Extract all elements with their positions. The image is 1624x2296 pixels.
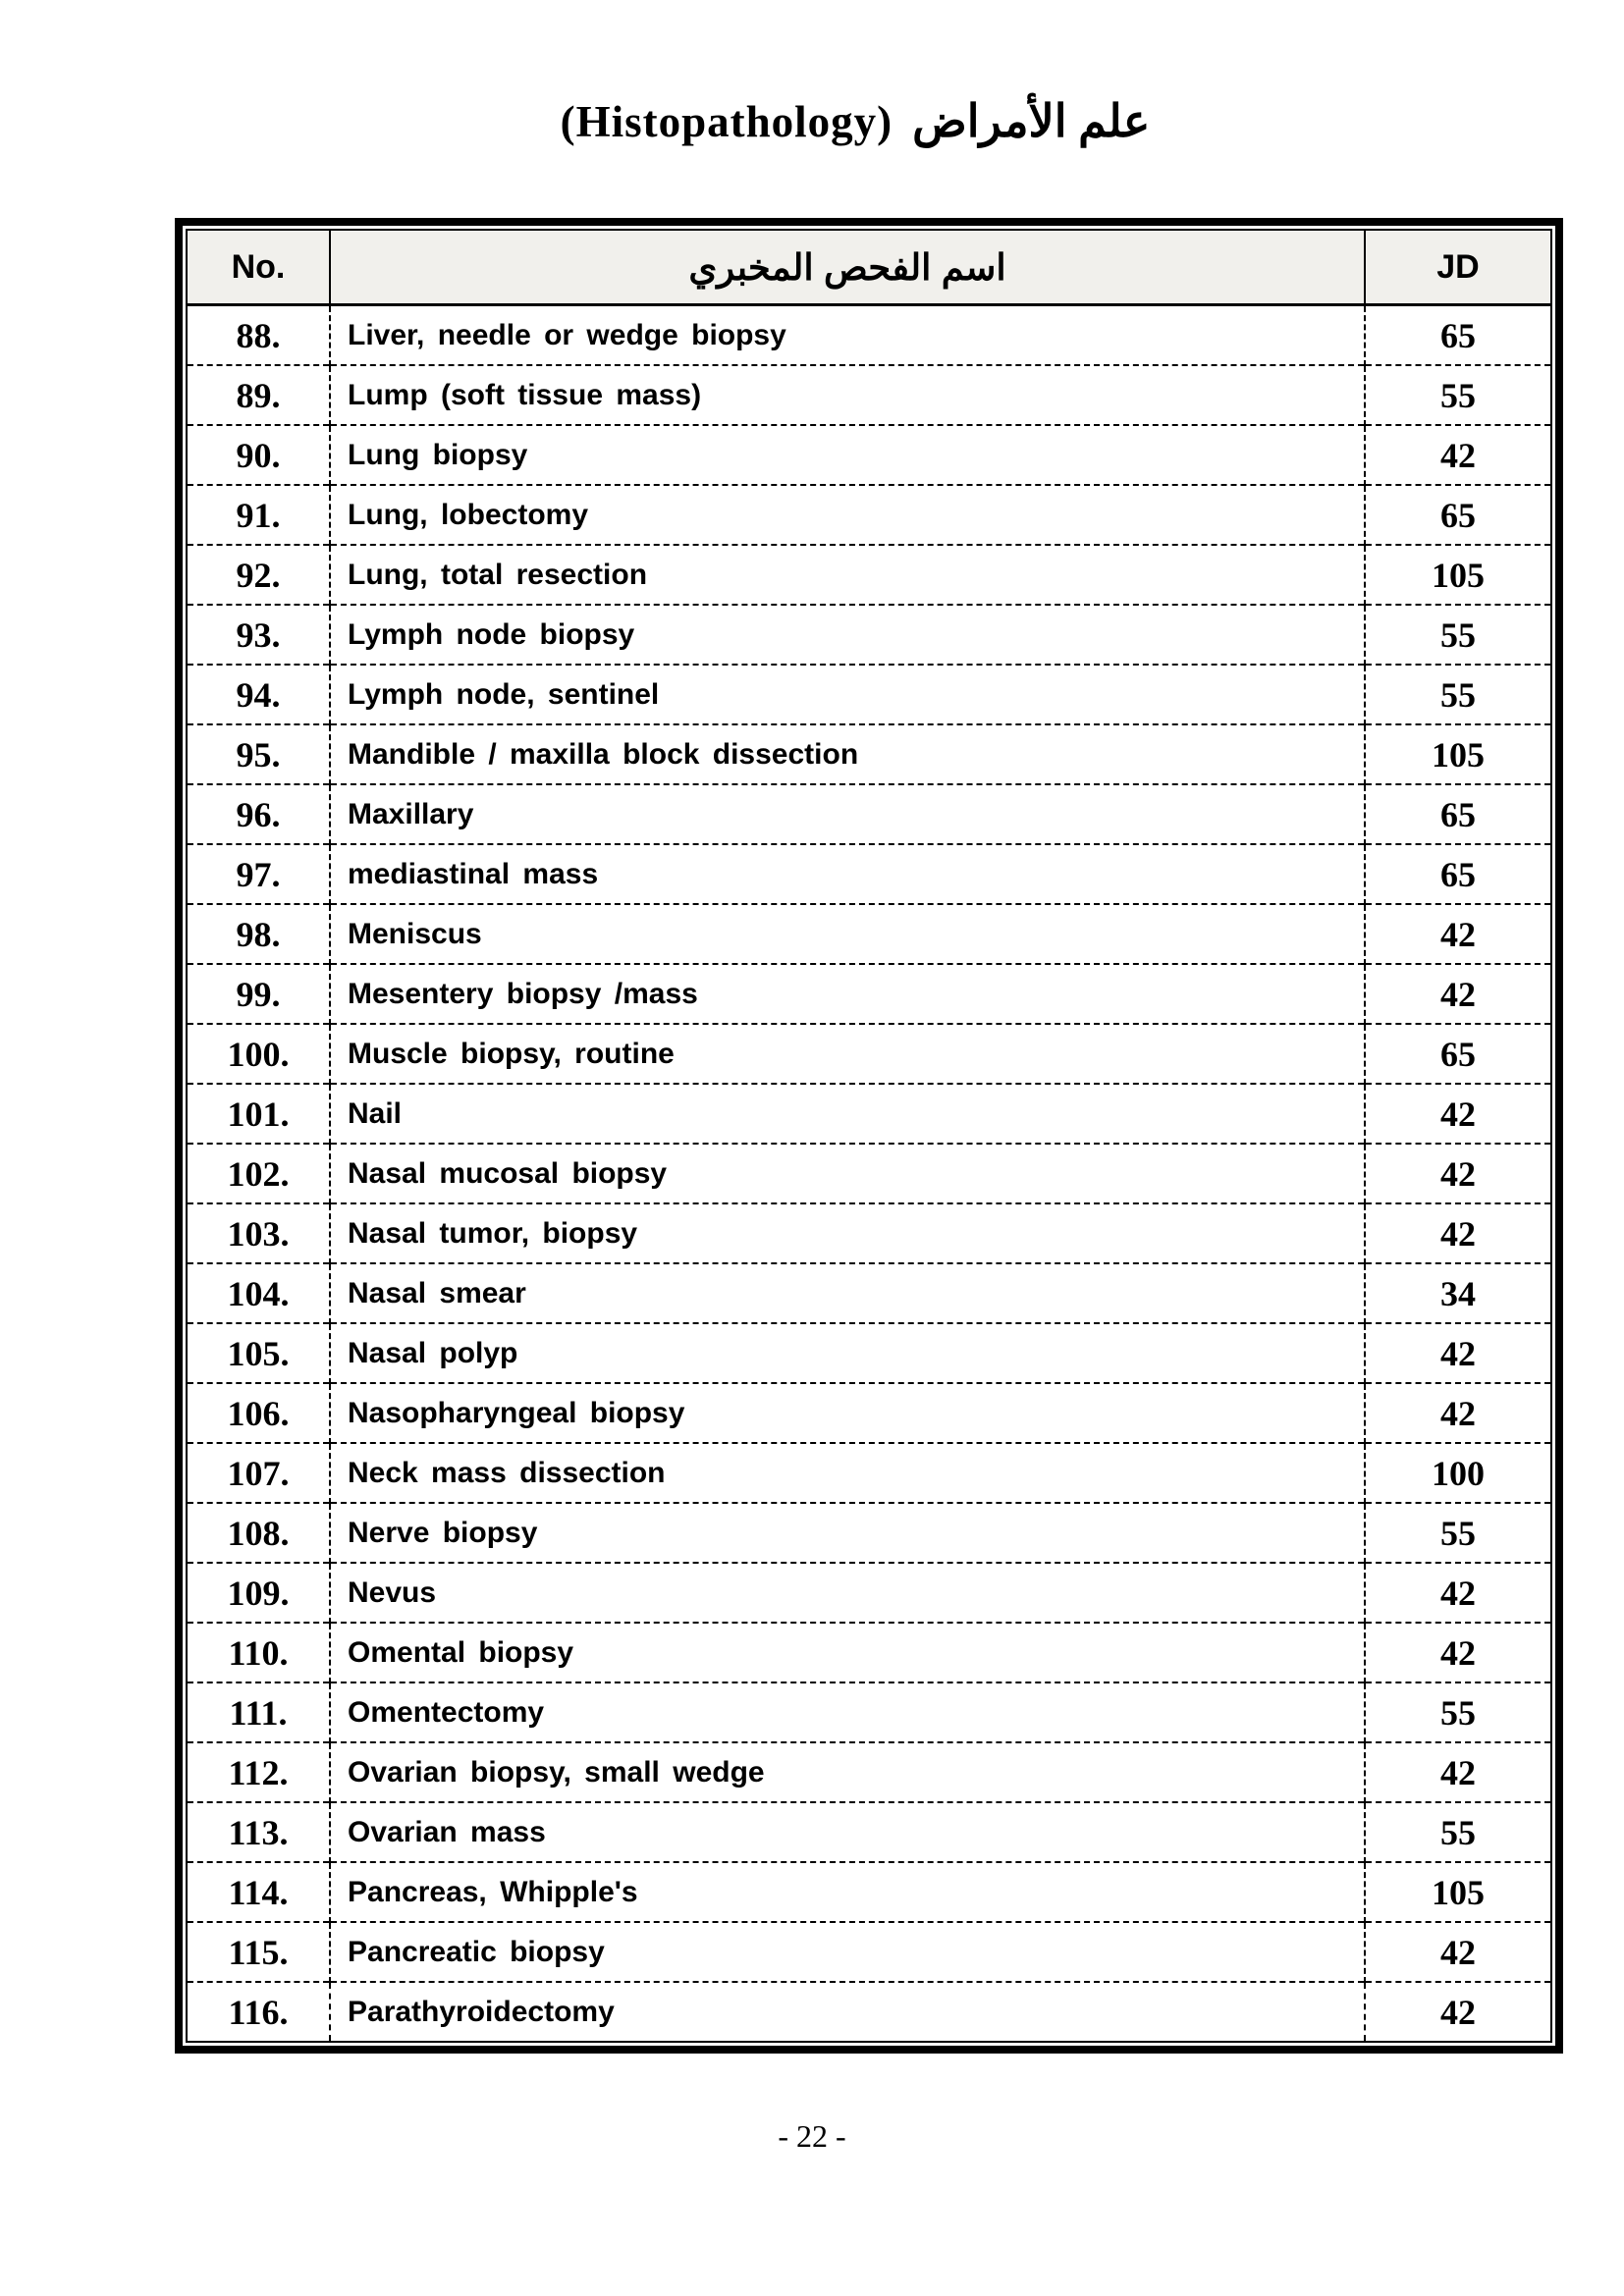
row-jd-cell: 55 bbox=[1365, 1503, 1551, 1563]
row-name-cell: Pancreatic biopsy bbox=[330, 1922, 1365, 1982]
table-row bbox=[187, 724, 1551, 784]
row-no-cell: 95. bbox=[187, 724, 330, 784]
table-row bbox=[187, 545, 1551, 605]
row-jd-cell: 42 bbox=[1365, 964, 1551, 1024]
row-jd-cell: 65 bbox=[1365, 485, 1551, 545]
table-row bbox=[187, 1623, 1551, 1682]
table-row bbox=[187, 1563, 1551, 1623]
row-no-cell: 94. bbox=[187, 665, 330, 724]
row-name-cell: Parathyroidectomy bbox=[330, 1982, 1365, 2042]
page-number: - 22 - bbox=[778, 2118, 846, 2154]
table-row bbox=[187, 844, 1551, 904]
table-row bbox=[187, 305, 1551, 366]
table-row bbox=[187, 1443, 1551, 1503]
title-arabic: علم الأمراض bbox=[912, 96, 1151, 146]
row-name-cell: Lump (soft tissue mass) bbox=[330, 365, 1365, 425]
table-row bbox=[187, 1802, 1551, 1862]
row-no-cell: 93. bbox=[187, 605, 330, 665]
row-no-cell: 113. bbox=[187, 1802, 330, 1862]
table-row bbox=[187, 665, 1551, 724]
row-name-cell: Neck mass dissection bbox=[330, 1443, 1365, 1503]
row-no-cell: 103. bbox=[187, 1203, 330, 1263]
row-jd-cell: 42 bbox=[1365, 425, 1551, 485]
row-no-cell: 98. bbox=[187, 904, 330, 964]
row-no-cell: 99. bbox=[187, 964, 330, 1024]
row-jd-cell: 105 bbox=[1365, 1862, 1551, 1922]
row-no-cell: 106. bbox=[187, 1383, 330, 1443]
table-row bbox=[187, 1323, 1551, 1383]
row-name-cell: Nasal smear bbox=[330, 1263, 1365, 1323]
row-no-cell: 110. bbox=[187, 1623, 330, 1682]
table-row bbox=[187, 1084, 1551, 1144]
row-no-cell: 108. bbox=[187, 1503, 330, 1563]
row-name-cell: Lymph node biopsy bbox=[330, 605, 1365, 665]
table-row bbox=[187, 605, 1551, 665]
row-jd-cell: 55 bbox=[1365, 665, 1551, 724]
row-jd-cell: 65 bbox=[1365, 784, 1551, 844]
row-name-cell: Maxillary bbox=[330, 784, 1365, 844]
row-no-cell: 92. bbox=[187, 545, 330, 605]
row-name-cell: mediastinal mass bbox=[330, 844, 1365, 904]
row-name-cell: Pancreas, Whipple's bbox=[330, 1862, 1365, 1922]
row-no-cell: 116. bbox=[187, 1982, 330, 2042]
row-jd-cell: 42 bbox=[1365, 1922, 1551, 1982]
row-no-cell: 112. bbox=[187, 1742, 330, 1802]
row-name-cell: Liver, needle or wedge biopsy bbox=[330, 305, 1365, 366]
table-row bbox=[187, 1024, 1551, 1084]
table-row bbox=[187, 365, 1551, 425]
row-no-cell: 100. bbox=[187, 1024, 330, 1084]
table-row bbox=[187, 425, 1551, 485]
header-jd: JD bbox=[1365, 230, 1551, 305]
row-name-cell: Ovarian mass bbox=[330, 1802, 1365, 1862]
row-jd-cell: 55 bbox=[1365, 1682, 1551, 1742]
table-row bbox=[187, 1263, 1551, 1323]
row-name-cell: Nasopharyngeal biopsy bbox=[330, 1383, 1365, 1443]
table-row bbox=[187, 1503, 1551, 1563]
row-jd-cell: 42 bbox=[1365, 1623, 1551, 1682]
table-header-row bbox=[187, 230, 1551, 305]
row-jd-cell: 55 bbox=[1365, 605, 1551, 665]
price-table-frame bbox=[175, 218, 1563, 2054]
table-row bbox=[187, 1203, 1551, 1263]
row-jd-cell: 42 bbox=[1365, 1323, 1551, 1383]
row-name-cell: Nasal tumor, biopsy bbox=[330, 1203, 1365, 1263]
price-table-body bbox=[187, 305, 1551, 2043]
row-name-cell: Mandible / maxilla block dissection bbox=[330, 724, 1365, 784]
header-test-name: اسم الفحص المخبري bbox=[330, 230, 1365, 305]
row-name-cell: Lung, total resection bbox=[330, 545, 1365, 605]
row-jd-cell: 105 bbox=[1365, 724, 1551, 784]
table-row bbox=[187, 1144, 1551, 1203]
row-name-cell: Muscle biopsy, routine bbox=[330, 1024, 1365, 1084]
table-row bbox=[187, 1922, 1551, 1982]
row-jd-cell: 42 bbox=[1365, 1563, 1551, 1623]
row-jd-cell: 42 bbox=[1365, 1742, 1551, 1802]
row-jd-cell: 55 bbox=[1365, 1802, 1551, 1862]
row-name-cell: Omentectomy bbox=[330, 1682, 1365, 1742]
row-name-cell: Mesentery biopsy /mass bbox=[330, 964, 1365, 1024]
row-jd-cell: 42 bbox=[1365, 1203, 1551, 1263]
row-jd-cell: 65 bbox=[1365, 305, 1551, 366]
row-jd-cell: 42 bbox=[1365, 1982, 1551, 2042]
row-jd-cell: 65 bbox=[1365, 1024, 1551, 1084]
row-no-cell: 111. bbox=[187, 1682, 330, 1742]
row-no-cell: 104. bbox=[187, 1263, 330, 1323]
header-no: No. bbox=[187, 230, 330, 305]
row-jd-cell: 34 bbox=[1365, 1263, 1551, 1323]
table-row bbox=[187, 485, 1551, 545]
row-name-cell: Ovarian biopsy, small wedge bbox=[330, 1742, 1365, 1802]
row-name-cell: Lung biopsy bbox=[330, 425, 1365, 485]
row-name-cell: Meniscus bbox=[330, 904, 1365, 964]
row-jd-cell: 42 bbox=[1365, 1144, 1551, 1203]
page-title bbox=[43, 94, 1624, 147]
row-no-cell: 97. bbox=[187, 844, 330, 904]
price-table bbox=[186, 229, 1552, 2043]
title-english: (Histopathology) bbox=[560, 97, 893, 146]
row-jd-cell: 55 bbox=[1365, 365, 1551, 425]
row-name-cell: Omental biopsy bbox=[330, 1623, 1365, 1682]
row-name-cell: Nasal polyp bbox=[330, 1323, 1365, 1383]
row-jd-cell: 42 bbox=[1365, 904, 1551, 964]
table-row bbox=[187, 1982, 1551, 2042]
table-row bbox=[187, 784, 1551, 844]
table-row bbox=[187, 964, 1551, 1024]
row-no-cell: 101. bbox=[187, 1084, 330, 1144]
table-row bbox=[187, 1383, 1551, 1443]
row-jd-cell: 100 bbox=[1365, 1443, 1551, 1503]
row-no-cell: 107. bbox=[187, 1443, 330, 1503]
row-no-cell: 102. bbox=[187, 1144, 330, 1203]
row-no-cell: 89. bbox=[187, 365, 330, 425]
row-jd-cell: 42 bbox=[1365, 1084, 1551, 1144]
row-jd-cell: 65 bbox=[1365, 844, 1551, 904]
row-no-cell: 91. bbox=[187, 485, 330, 545]
table-row bbox=[187, 1742, 1551, 1802]
row-no-cell: 105. bbox=[187, 1323, 330, 1383]
row-name-cell: Nevus bbox=[330, 1563, 1365, 1623]
row-name-cell: Nasal mucosal biopsy bbox=[330, 1144, 1365, 1203]
row-no-cell: 96. bbox=[187, 784, 330, 844]
row-no-cell: 115. bbox=[187, 1922, 330, 1982]
table-row bbox=[187, 1682, 1551, 1742]
row-no-cell: 90. bbox=[187, 425, 330, 485]
table-row bbox=[187, 904, 1551, 964]
row-name-cell: Nail bbox=[330, 1084, 1365, 1144]
row-jd-cell: 105 bbox=[1365, 545, 1551, 605]
row-name-cell: Lymph node, sentinel bbox=[330, 665, 1365, 724]
row-no-cell: 88. bbox=[187, 305, 330, 366]
table-row bbox=[187, 1862, 1551, 1922]
row-name-cell: Nerve biopsy bbox=[330, 1503, 1365, 1563]
row-name-cell: Lung, lobectomy bbox=[330, 485, 1365, 545]
row-jd-cell: 42 bbox=[1365, 1383, 1551, 1443]
row-no-cell: 109. bbox=[187, 1563, 330, 1623]
row-no-cell: 114. bbox=[187, 1862, 330, 1922]
